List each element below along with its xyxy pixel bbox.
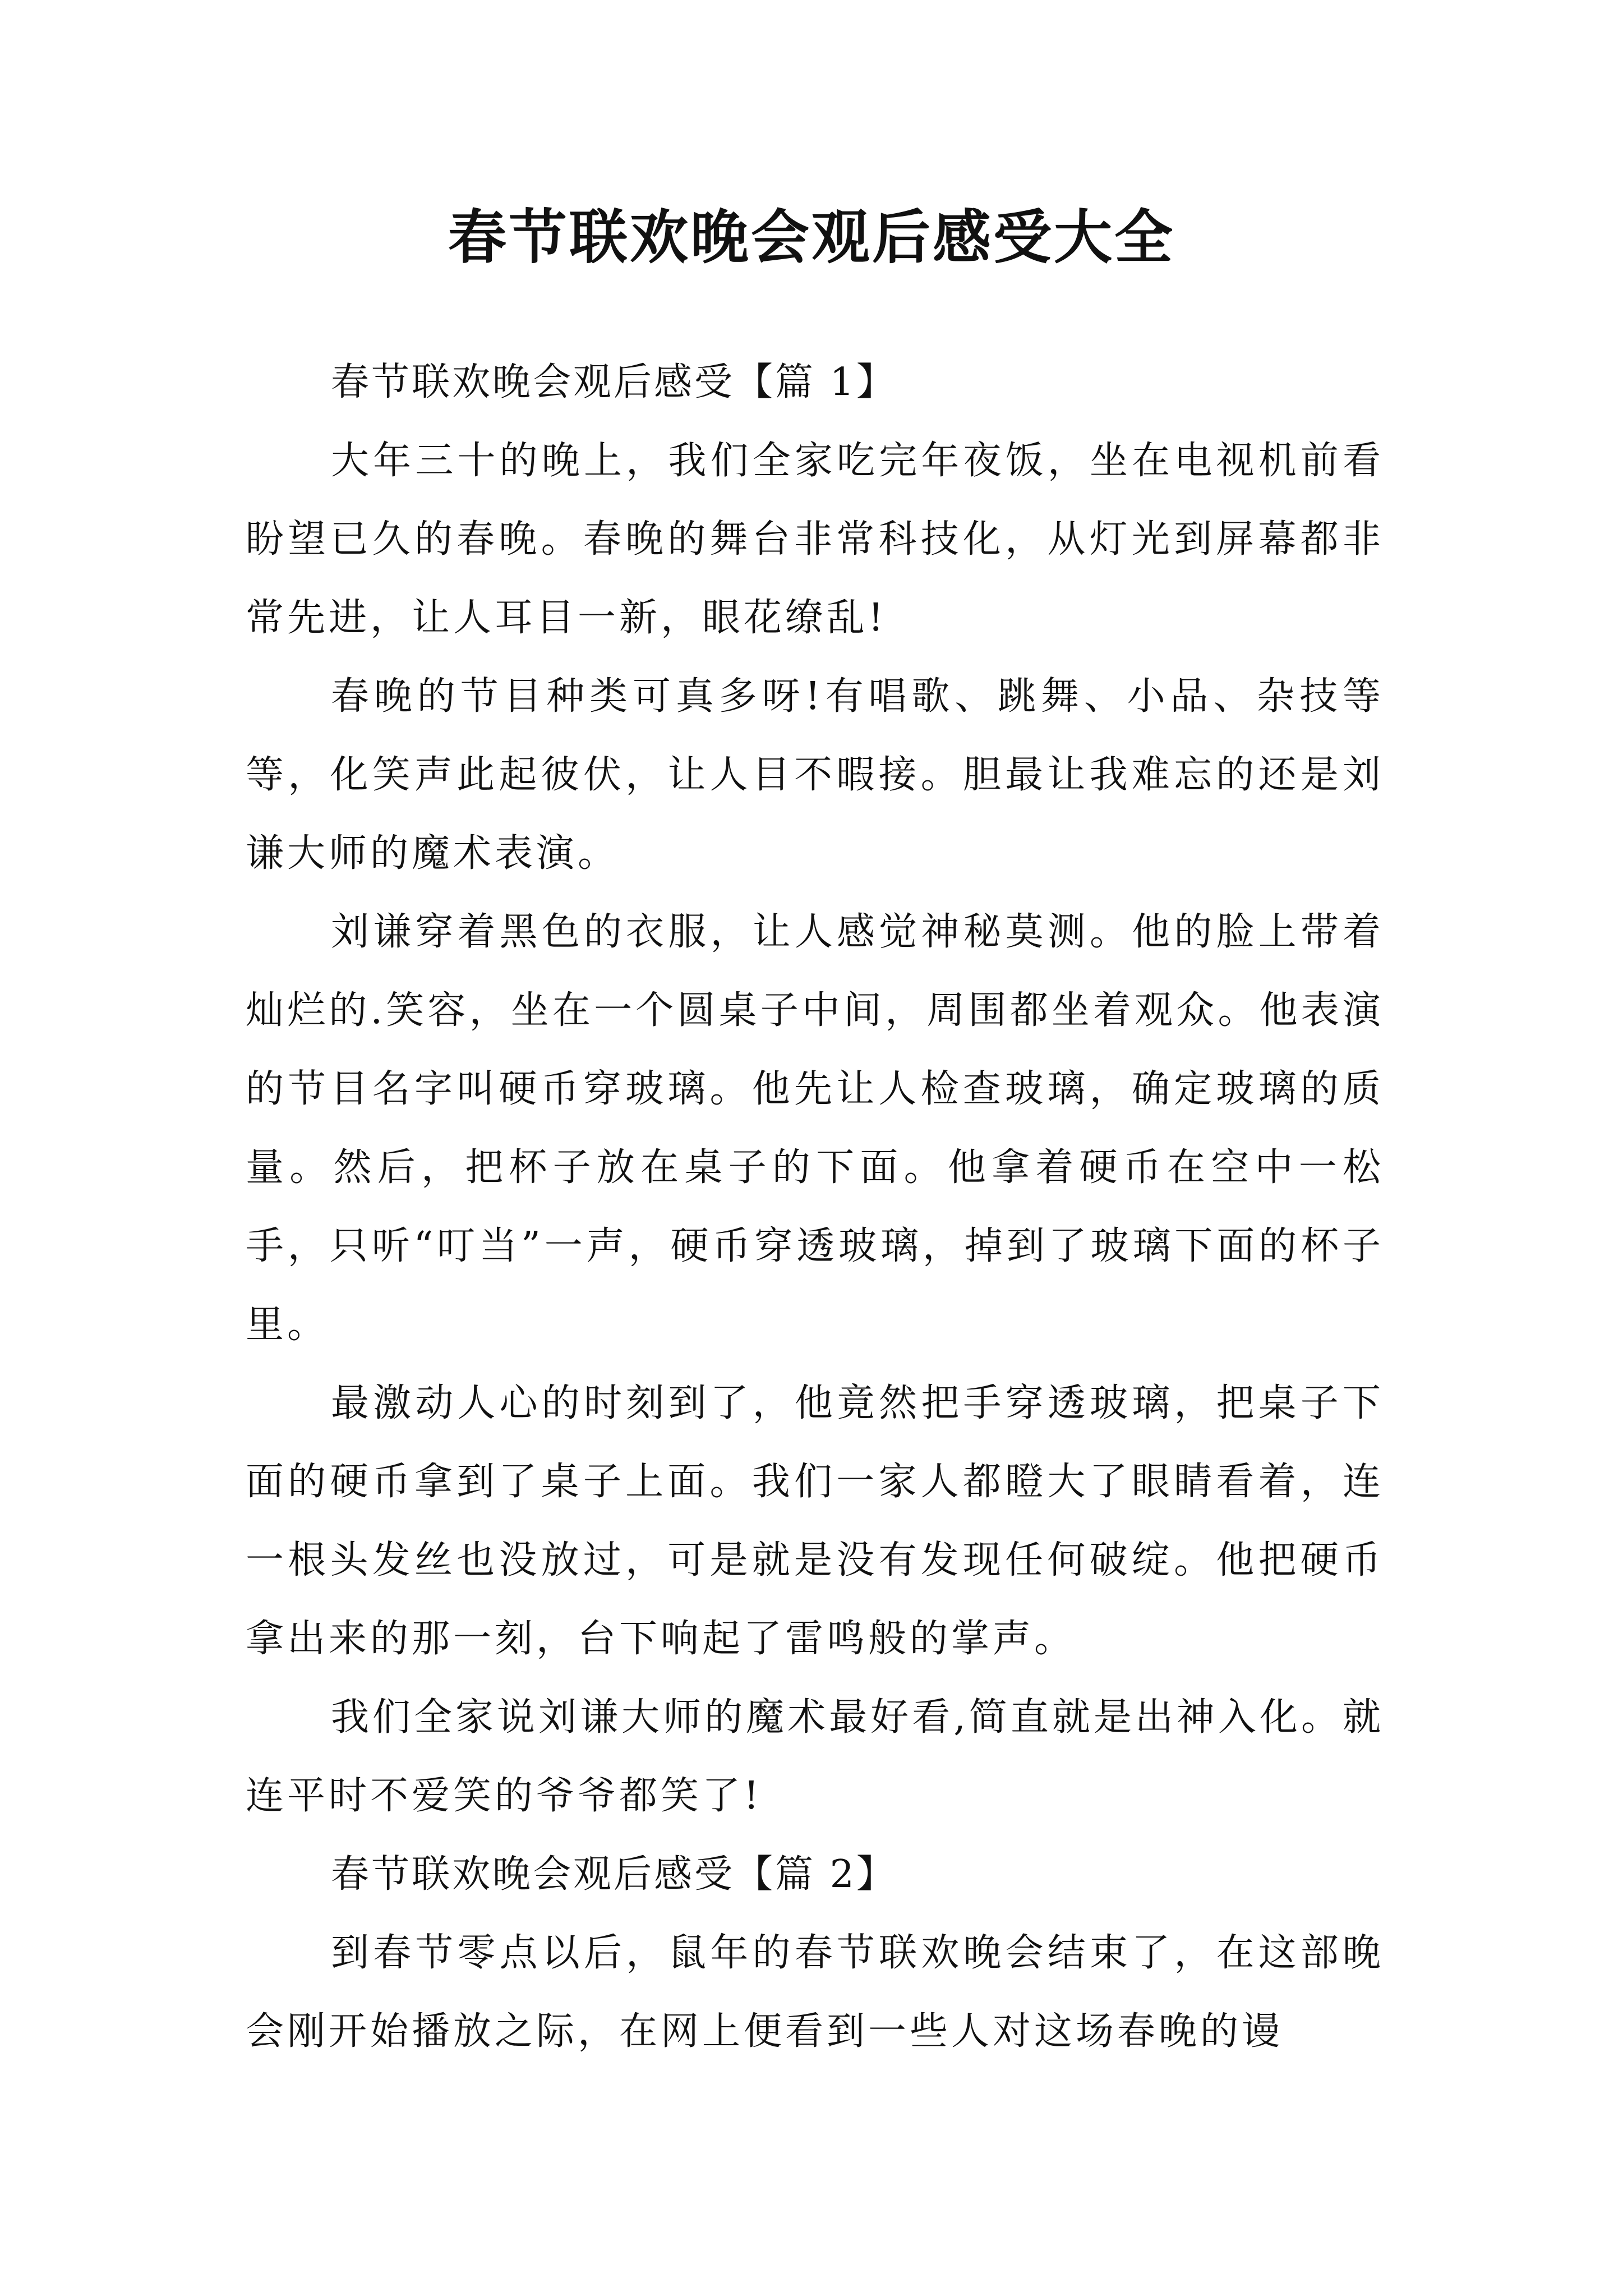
- paragraph: 到春节零点以后，鼠年的春节联欢晚会结束了，在这部晚会刚开始播放之际，在网上便看到一些人对这场春晚的谩: [246, 1931, 1384, 2054]
- paragraph: 最激动人心的时刻到了，他竟然把手穿透玻璃，把桌子下面的硬币拿到了桌子上面。我们一家人都瞪大了眼睛看着，连一根头发丝也没放过，可是就是没有发现任何破绽。他把硬币拿出来的那一刻，台下响起了雷鸣般的掌声。: [246, 1381, 1384, 1661]
- paragraph: 我们全家说刘谦大师的魔术最好看,简直就是出神入化。就连平时不爱笑的爷爷都笑了!: [246, 1695, 1384, 1818]
- section-heading-1: 春节联欢晚会观后感受【篇 1】: [331, 360, 897, 404]
- section-heading-2: 春节联欢晚会观后感受【篇 2】: [331, 1852, 897, 1897]
- document-title: 春节联欢晚会观后感受大全: [448, 203, 1175, 272]
- paragraph: 大年三十的晚上，我们全家吃完年夜饭，坐在电视机前看盼望已久的春晚。春晚的舞台非常科技化，从灯光到屏幕都非常先进，让人耳目一新，眼花缭乱!: [246, 439, 1384, 640]
- paragraph: 刘谦穿着黑色的衣服，让人感觉神秘莫测。他的脸上带着灿烂的.笑容，坐在一个圆桌子中间，周围都坐着观众。他表演的节目名字叫硬币穿玻璃。他先让人检查玻璃，确定玻璃的质量。然后，把杯子放在桌子的下面。他拿着硬币在空中一松手，只听“叮当”一声，硬币穿透玻璃，掉到了玻璃下面的杯子里。: [246, 910, 1384, 1347]
- paragraph: 春晚的节目种类可真多呀!有唱歌、跳舞、小品、杂技等等，化笑声此起彼伏，让人目不暇接。胆最让我难忘的还是刘谦大师的魔术表演。: [246, 674, 1384, 876]
- document-body: [246, 343, 1384, 2071]
